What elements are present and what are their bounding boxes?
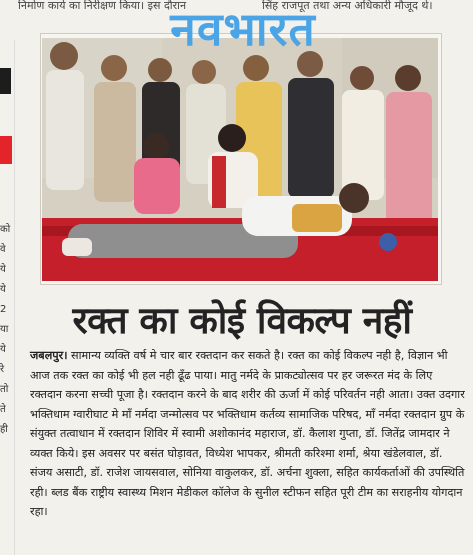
left-column-fragment-5: या xyxy=(0,324,9,335)
top-strip-right-text: सिंह राजपूत तथा अन्य अधिकारी मौजूद थे। xyxy=(262,0,433,12)
article-text: सामान्य व्यक्ति वर्ष मे चार बार रक्तदान कर सकते है। रक्त का कोई विकल्प नही है, विज्ञान भी आज तक रक्त का कोई भी हल नही ढूँढ पाया। मातु नर्मदे के प्राकट्योत्सव पर हर जरूरत मंद के लिए रक्तदान करना सच्ची पूजा है। रक्तदान करने के बाद शरीर की ऊर्जा में कोई परिवर्तन नही आता। उक्त उदगार भक्तिधाम ग्वारीघाट मे माँ नर्मदा जन्मोत्सव पर भक्तिधाम कर्तव्य सामाजिक परिषद, माँ नर्मदा रक्तदान ग्रुप के संयुक्त तत्वाधान में रक्तदान शिविर में स्वामी अशोकानंद महाराज, डॉ. कैलाश गुप्ता, डॉ. जितेंद्र जामदार ने व्यक्त किये। इस अवसर पर बसंत घोड़ावत, विध्येश भापकर, श्रीमती करिश्मा शर्मा, श्रेया खंडेलवाल, डॉ. संजय असाटी, डॉ. राजेश जायसवाल, सोनिया वाकुलकर, डॉ. अर्चना शुक्ला, सहित कार्यकर्ताओं की उपस्थिति रही। ब्लड बैंक राष्ट्रीय स्वास्थ्य मिशन मेडीकल कॉलेज के सुनील स्टीफन सहित पूरी टीम का सराहनीय योगदान रहा। xyxy=(30,349,465,518)
left-column-fragment-9: ते xyxy=(0,404,6,415)
left-column-fragment-3: ये xyxy=(0,284,6,295)
left-column-fragment-1: वे xyxy=(0,244,6,255)
top-strip-left-text: निर्माण कार्य का निरीक्षण किया। इस दौरान xyxy=(18,0,187,12)
left-column-fragment-2: ये xyxy=(0,264,6,275)
left-column-fragment xyxy=(0,40,15,555)
photo-image xyxy=(42,38,438,281)
left-column-fragment-8: तो xyxy=(0,384,9,395)
left-column-fragment-6: ये xyxy=(0,344,6,355)
left-column-fragment-7: रे xyxy=(0,364,5,375)
left-column-bar xyxy=(0,68,11,94)
article-body xyxy=(30,346,466,546)
event-photo xyxy=(42,38,438,281)
left-column-text xyxy=(0,220,10,440)
newspaper-masthead: नवभारत xyxy=(170,2,316,56)
headline: रक्त का कोई विकल्प नहीं xyxy=(72,299,412,342)
article-dateline: जबलपुर। xyxy=(30,349,68,362)
left-column-fragment-10: ही xyxy=(0,424,8,435)
left-column-red-block xyxy=(0,136,12,164)
left-column-fragment-4: 2 xyxy=(0,304,7,315)
left-column-fragment-0: को xyxy=(0,224,11,235)
